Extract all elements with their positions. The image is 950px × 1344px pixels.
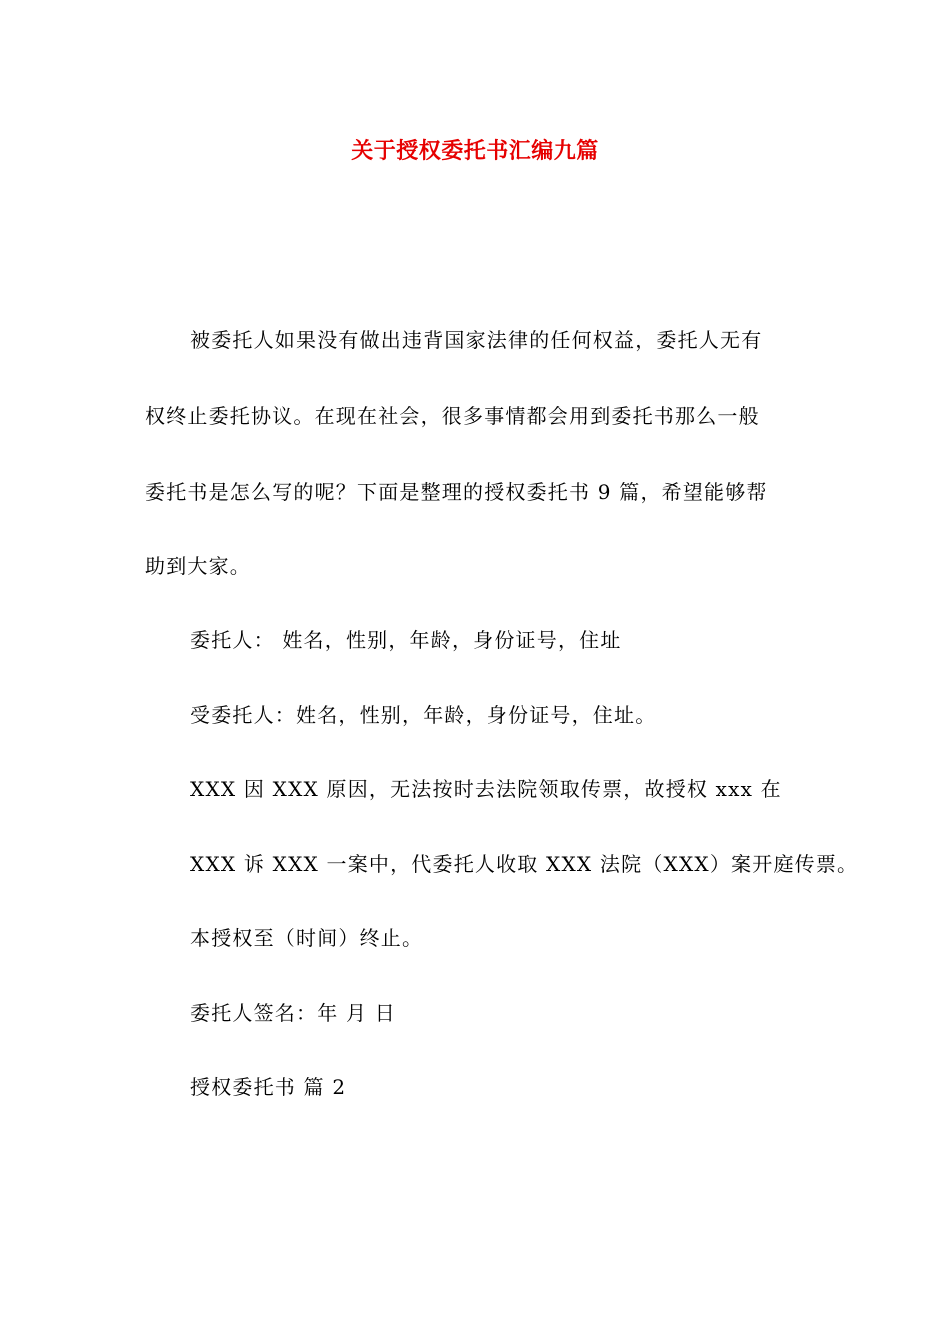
intro-line-1: 被委托人如果没有做出违背国家法律的任何权益，委托人无有 <box>190 328 763 352</box>
section-heading-2: 授权委托书 篇 2 <box>190 1075 347 1099</box>
reason-line: XXX 因 XXX 原因，无法按时去法院领取传票，故授权 xxx 在 <box>190 777 782 801</box>
case-line: XXX 诉 XXX 一案中，代委托人收取 XXX 法院（XXX）案开庭传票。 <box>190 852 859 876</box>
document-title: 关于授权委托书汇编九篇 <box>351 138 599 164</box>
intro-line-3: 委托书是怎么写的呢？下面是整理的授权委托书 9 篇，希望能够帮 <box>145 480 768 504</box>
signature-line: 委托人签名：年 月 日 <box>190 1001 396 1025</box>
intro-line-2: 权终止委托协议。在现在社会，很多事情都会用到委托书那么一般 <box>145 404 760 428</box>
intro-line-4: 助到大家。 <box>145 554 251 578</box>
principal-line: 委托人： 姓名，性别，年龄，身份证号，住址 <box>190 628 622 652</box>
term-line: 本授权至（时间）终止。 <box>190 926 424 950</box>
agent-line: 受委托人：姓名，性别，年龄，身份证号，住址。 <box>190 703 657 727</box>
